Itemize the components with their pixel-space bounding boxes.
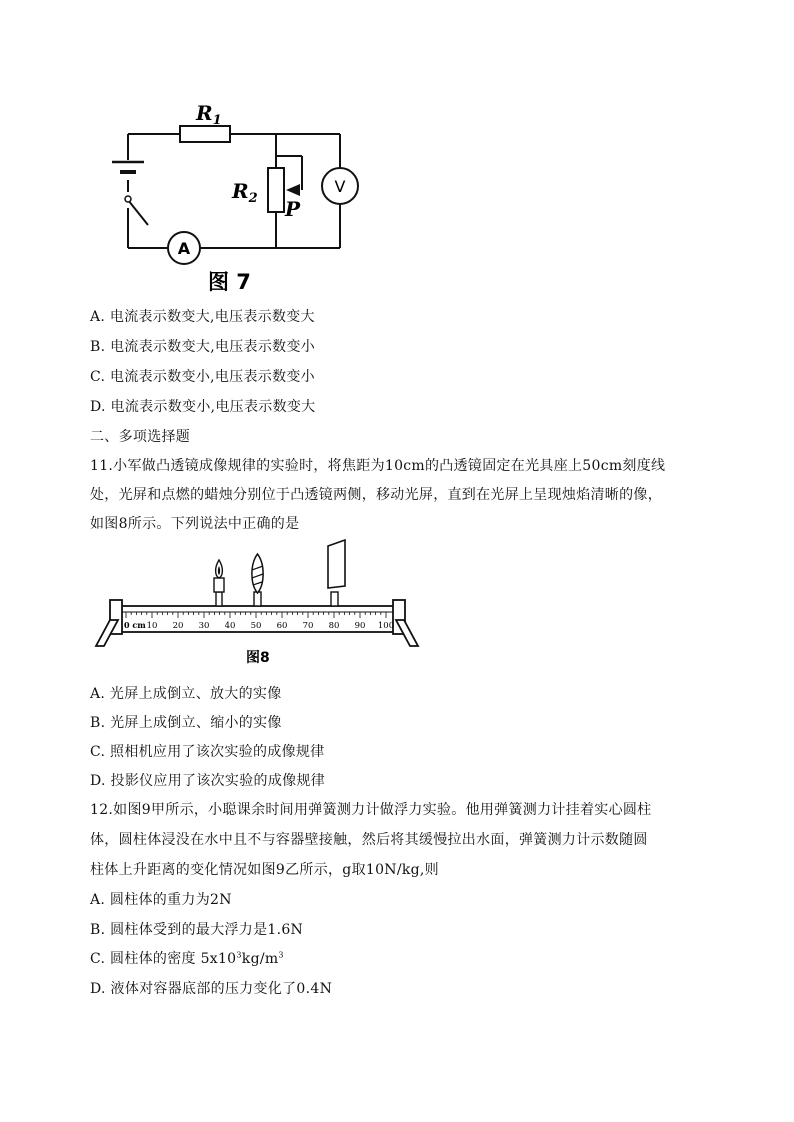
q11-option-c: C. 照相机应用了该次实验的成像规律 xyxy=(90,744,325,760)
q12-stem-line-1: 12.如图9甲所示，小聪课余时间用弹簧测力计做浮力实验。他用弹簧测力计挂着实心圆柱 xyxy=(90,802,652,818)
ruler-tick-label: 50 xyxy=(250,621,262,631)
q11-option-a: A. 光屏上成倒立、放大的实像 xyxy=(90,686,282,702)
q10-option-c: C. 电流表示数变小,电压表示数变小 xyxy=(90,369,315,385)
light-screen xyxy=(328,540,345,606)
q12-option-b: B. 圆柱体受到的最大浮力是1.6N xyxy=(90,922,304,938)
ruler-tick-label: 60 xyxy=(276,621,288,631)
q11-stem-line-1: 11.小军做凸透镜成像规律的实验时，将焦距为10cm的凸透镜固定在光具座上50cm刻度线 xyxy=(90,458,666,474)
ammeter-label: A xyxy=(177,239,191,258)
ruler-tick-label: 40 xyxy=(224,621,236,631)
section-heading: 二、多项选择题 xyxy=(90,429,191,445)
r2-label: $R_2$ xyxy=(232,179,258,206)
figure-8-caption: 图8 xyxy=(246,650,270,666)
candle xyxy=(214,560,224,606)
figure-7-caption: 图 7 xyxy=(208,270,251,294)
q11-stem-line-2: 处，光屏和点燃的蜡烛分别位于凸透镜两侧，移动光屏，直到在光屏上呈现烛焰清晰的像， xyxy=(90,487,662,503)
ruler-tick-label: 100 xyxy=(377,621,395,631)
ruler-tick-label: 20 xyxy=(172,621,184,631)
ruler-tick-label: 30 xyxy=(198,621,210,631)
slider-p-label: P xyxy=(285,197,301,221)
voltmeter-label: V xyxy=(334,177,346,196)
q10-option-d: D. 电流表示数变小,电压表示数变大 xyxy=(90,399,316,415)
r1-label: $R_1$ xyxy=(196,101,222,128)
q12-option-d: D. 液体对容器底部的压力变化了0.4N xyxy=(90,981,333,997)
q12-stem-line-3: 柱体上升距离的变化情况如图9乙所示，g取10N/kg,则 xyxy=(90,862,439,878)
q12-option-c xyxy=(90,948,284,968)
q10-option-b: B. 电流表示数变大,电压表示数变小 xyxy=(90,339,316,355)
q10-option-a: A. 电流表示数变大,电压表示数变大 xyxy=(90,309,315,325)
ruler-tick-label: 10 xyxy=(146,621,158,631)
q11-stem-line-3: 如图8所示。下列说法中正确的是 xyxy=(90,516,300,532)
ruler-tick-label: 80 xyxy=(328,621,340,631)
q12-option-a: A. 圆柱体的重力为2N xyxy=(90,892,232,908)
q11-option-b: B. 光屏上成倒立、缩小的实像 xyxy=(90,715,282,731)
q12-option-c-unit: kg/m xyxy=(241,951,279,967)
ruler-unit-label: 0 cm xyxy=(124,620,146,630)
ruler-tick-label: 90 xyxy=(354,621,366,631)
q12-option-c-unit-exponent: 3 xyxy=(278,950,284,960)
q12-option-c-text: C. 圆柱体的密度 5x10 xyxy=(90,951,237,967)
q12-stem-line-2: 体，圆柱体浸没在水中且不与容器壁接触，然后将其缓慢拉出水面，弹簧测力计示数随圆 xyxy=(90,832,648,848)
q11-option-d: D. 投影仪应用了该次实验的成像规律 xyxy=(90,773,326,789)
q12-option-c-exponent: 3 xyxy=(236,950,242,960)
convex-lens xyxy=(252,554,263,606)
ruler-tick-label: 70 xyxy=(302,621,314,631)
